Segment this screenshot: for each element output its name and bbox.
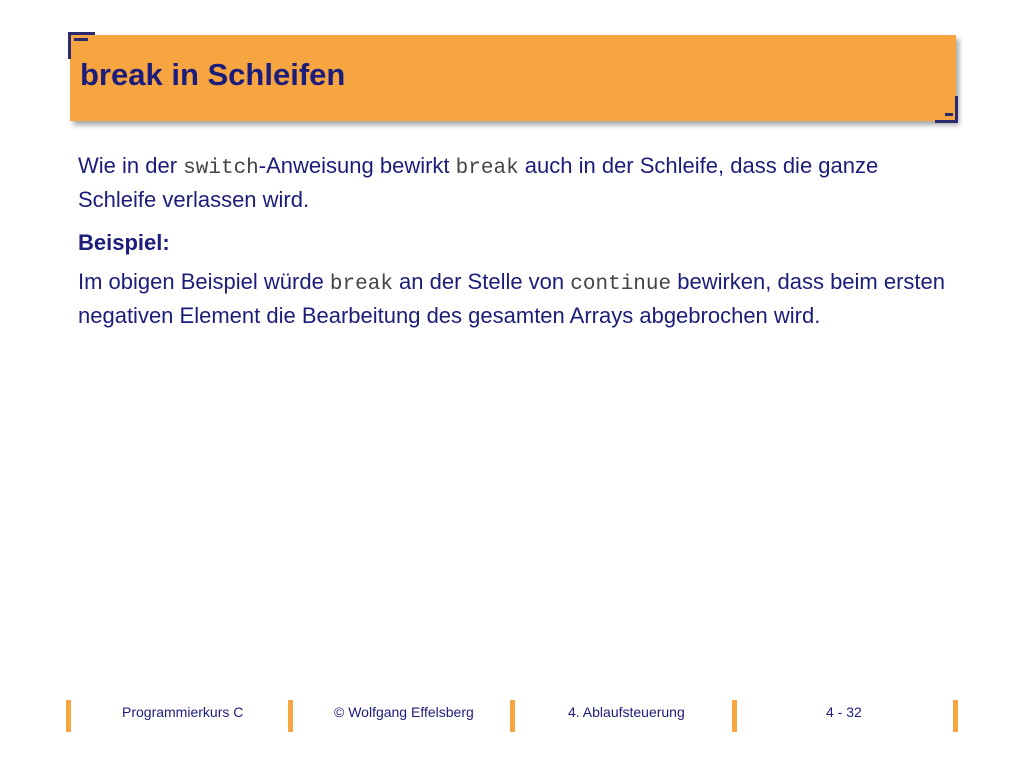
footer-divider-5: [953, 700, 958, 732]
intro-text-a: Wie in der: [78, 153, 184, 178]
title-corner-top-left: [68, 32, 95, 59]
footer-divider-1: [66, 700, 71, 732]
intro-text-c: auch in der Schleife, dass die ganze Schleife verlassen wird.: [78, 153, 879, 212]
footer-author: © Wolfgang Effelsberg: [334, 704, 474, 720]
footer-chapter: 4. Ablaufsteuerung: [568, 704, 685, 720]
footer-divider-3: [510, 700, 515, 732]
title-corner-bottom-right-inner: [945, 113, 953, 116]
title-bar: [70, 35, 956, 121]
footer-divider-2: [288, 700, 293, 732]
footer-page-number: 4 - 32: [826, 704, 862, 720]
example-code-continue: continue: [570, 273, 672, 296]
footer-course: Programmierkurs C: [122, 704, 244, 720]
title-corner-bottom-right: [935, 96, 958, 123]
paragraph-example: [78, 266, 948, 331]
example-text-b: an der Stelle von: [392, 269, 571, 294]
title-corner-top-left-inner: [74, 38, 88, 41]
slide-body: [78, 150, 948, 343]
example-text-c: bewirken, dass beim ersten negativen Element die Bearbeitung des gesamten Arrays abgebrochen wird.: [78, 269, 946, 328]
example-text-a: Im obigen Beispiel würde: [78, 269, 330, 294]
intro-code-switch: switch: [183, 157, 259, 180]
slide-footer: [0, 696, 1024, 736]
intro-code-break: break: [455, 157, 519, 180]
example-heading: Beispiel:: [78, 230, 170, 255]
footer-divider-4: [732, 700, 737, 732]
intro-text-b: -Anweisung bewirkt: [258, 153, 456, 178]
example-code-break: break: [329, 273, 393, 296]
slide-title: break in Schleifen: [80, 57, 346, 92]
paragraph-intro: [78, 150, 948, 215]
